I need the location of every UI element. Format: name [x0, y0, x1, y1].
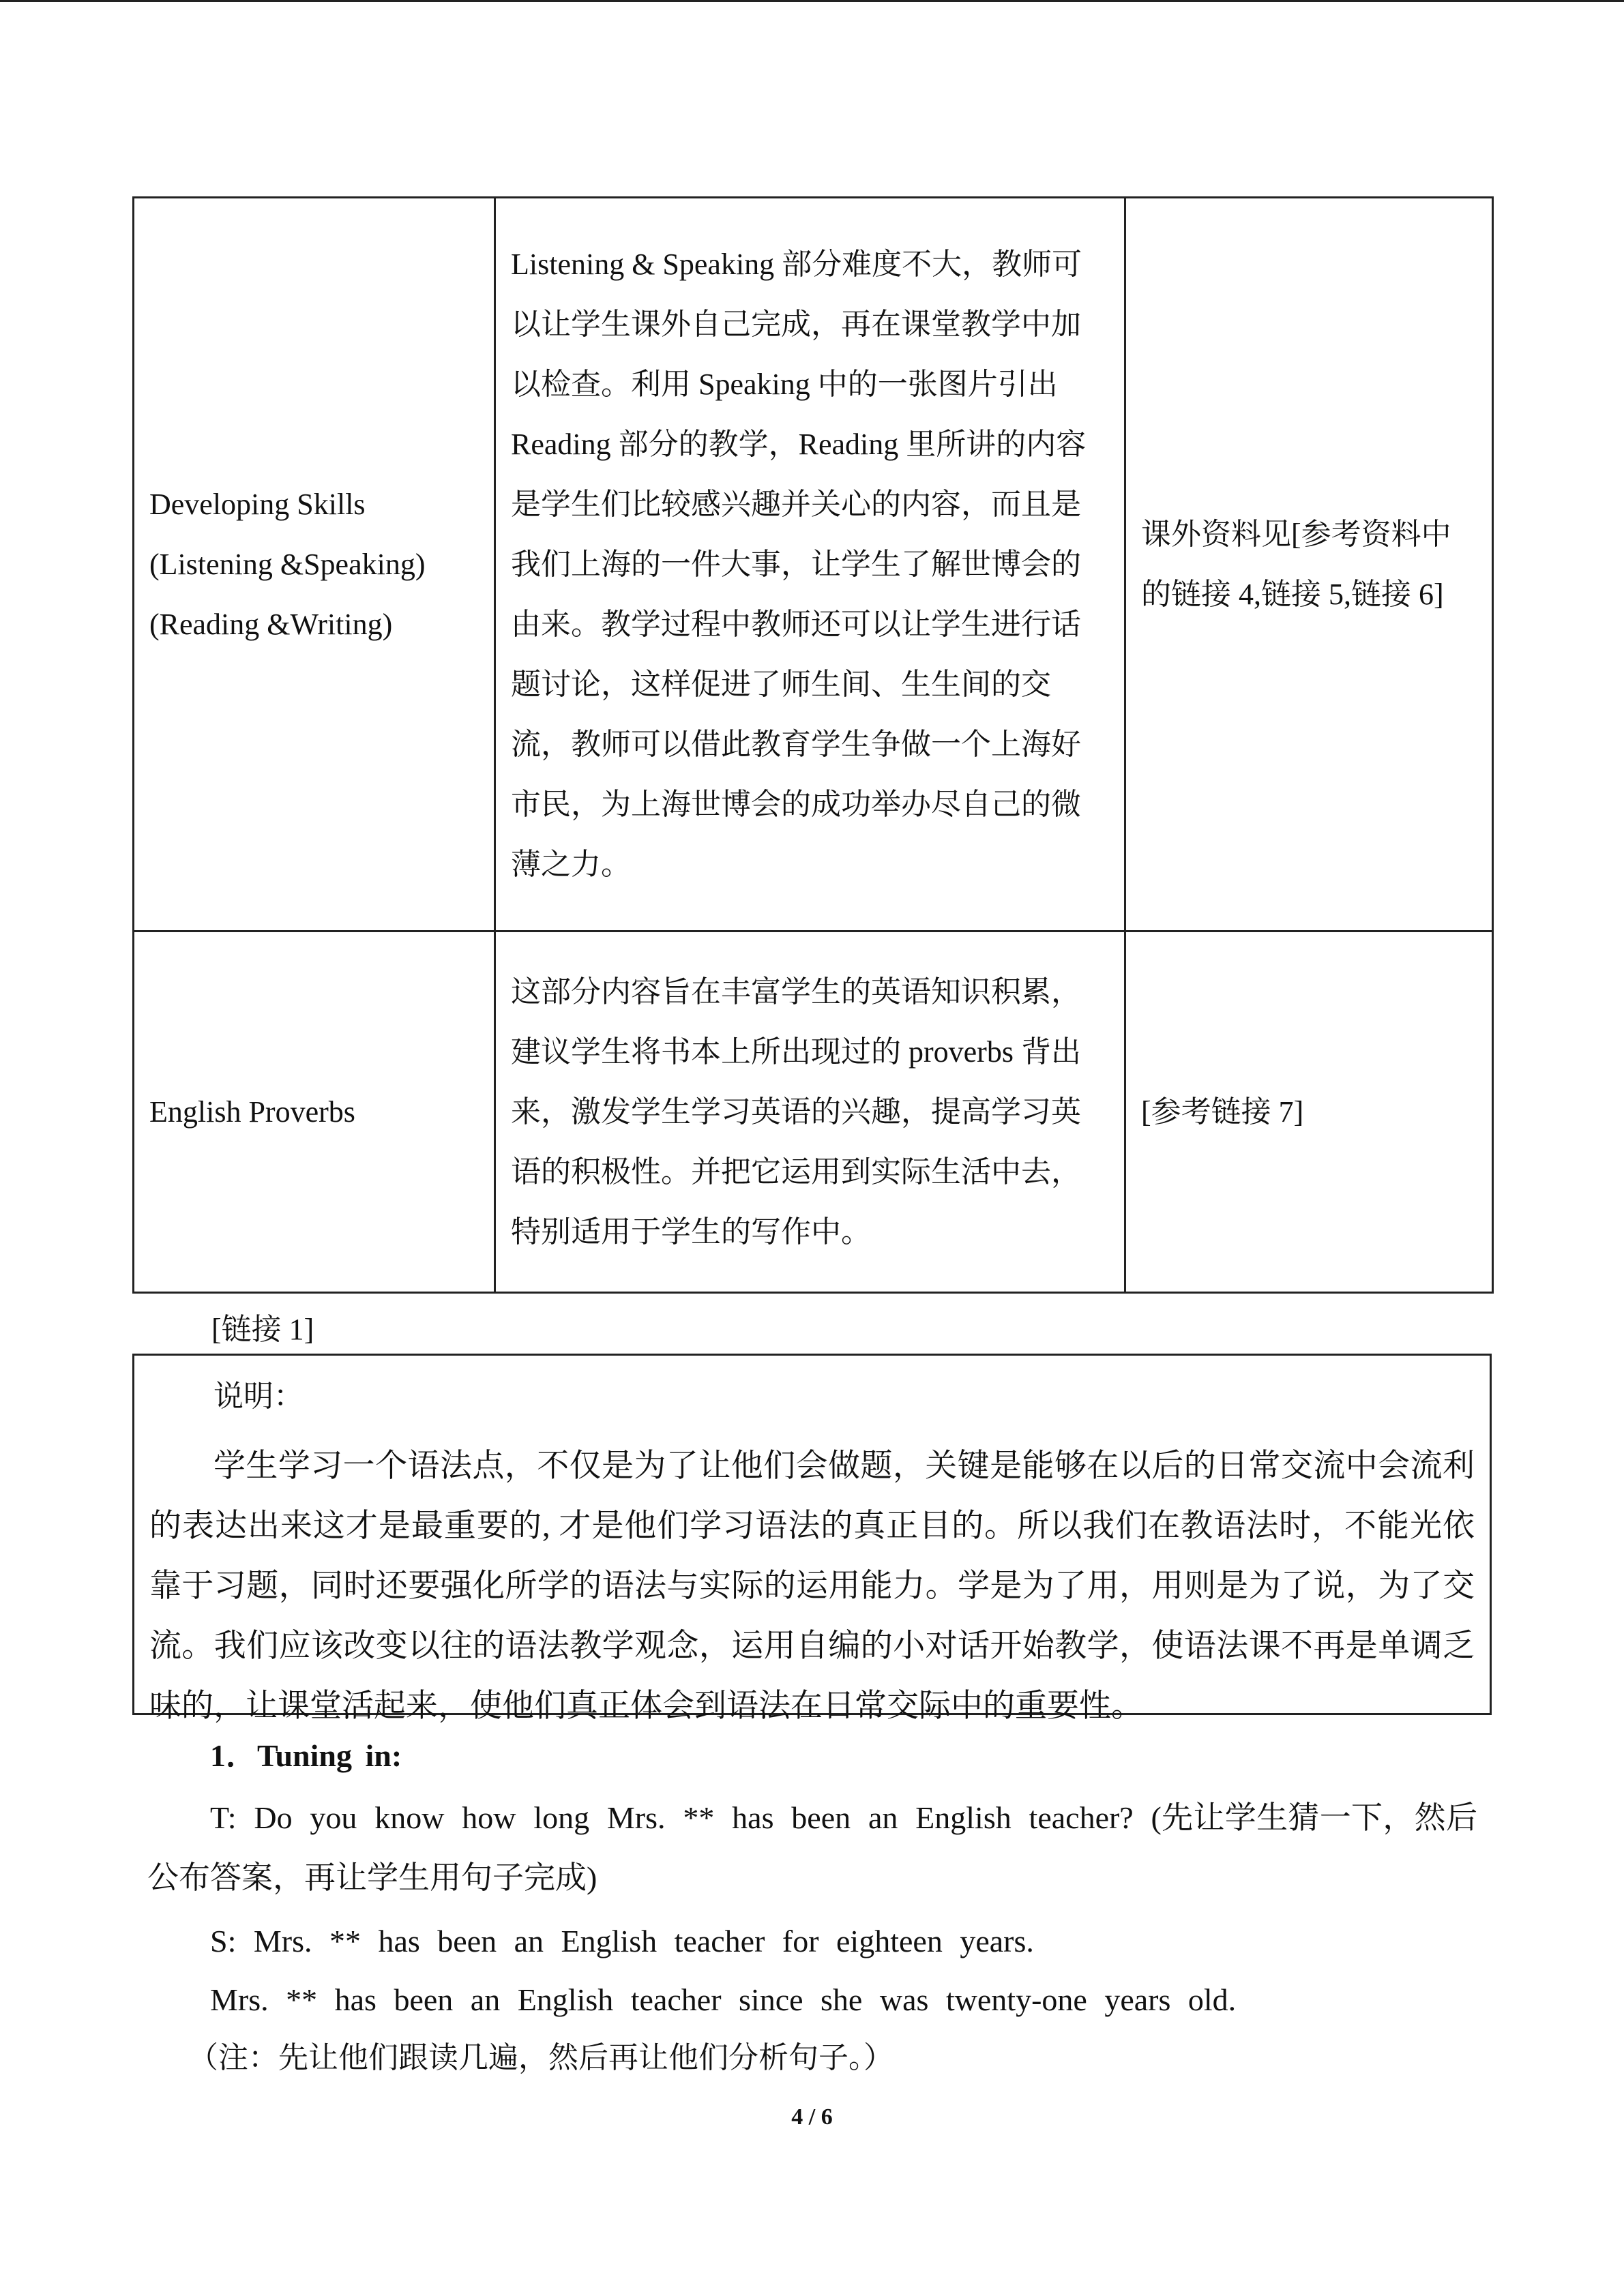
- explanation-title: 说明：: [213, 1380, 304, 1413]
- explanation-body: 学生学习一个语法点，不仅是为了让他们会做题，关键是能够在以后的日常交流中会流利的表达出来这才是最重要的, 才是他们学习语法的真正目的。所以我们在教语法时，不能光依靠于习题，同时还要强化所学的语法与实际的运用能力。学是为了用，用则是为了说，为了交流。我们应该改变以往的语法教学观念，运用自编的小对话开始教学，使语法课不再是单调乏味的，让课堂活起来，使他们真正体会到语法在日常交际中的重要性。: [149, 1448, 1475, 1724]
- table-row: [134, 198, 1493, 931]
- tuning-in-heading: 1．Tuning in:: [210, 1738, 402, 1773]
- section-content: Listening & Speaking 部分难度不大，教师可以让学生课外自己完成，再在课堂教学中加以检查。利用 Speaking 中的一张图片引出 Reading 部分的教学，Reading 里所讲的内容是学生们比较感兴趣并关心的内容，而且是我们上海的一件大事，让学生了解世博会的由来。教学过程中教师还可以让学生进行话题讨论，这样促进了师生间、生生间的交流，教师可以借此教育学生争做一个上海好市民，为上海世博会的成功举办尽自己的微薄之力。: [511, 247, 1087, 881]
- table-cell-content: [495, 931, 1125, 1293]
- student-answer-2: Mrs. ** has been an English teacher since she was twenty-one years old.: [210, 1982, 1237, 2017]
- teacher-question: T: Do you know how long Mrs. ** has been an English teacher? (先让学生猜一下，然后公布答案，再让学生用句子完成): [147, 1800, 1477, 1895]
- table-cell-section: [134, 931, 495, 1293]
- section-label: Developing Skills (Listening &Speaking) (Reading &Writing): [149, 487, 426, 641]
- table-cell-content: [495, 198, 1125, 931]
- section-label: English Proverbs: [149, 1094, 355, 1129]
- section-resource: [参考链接 7]: [1141, 1094, 1304, 1129]
- explanation-box: [132, 1354, 1492, 1724]
- link-label: [链接 1]: [211, 1313, 314, 1346]
- table-cell-resource: [1125, 198, 1493, 931]
- section-resource: 课外资料见[参考资料中的链接 4,链接 5,链接 6]: [1141, 517, 1451, 611]
- student-answer-1: S: Mrs. ** has been an English teacher for eighteen years.: [210, 1924, 1034, 1958]
- lesson-plan-table: [132, 196, 1494, 1294]
- table-row: [134, 931, 1493, 1293]
- page-top-border: [0, 0, 1624, 2]
- section-content: 这部分内容旨在丰富学生的英语知识积累，建议学生将书本上所出现过的 proverbs 背出来，激发学生学习英语的兴趣，提高学习英语的积极性。并把它运用到实际生活中去，特别适用于学生的写作中。: [511, 974, 1081, 1249]
- table-cell-resource: [1125, 931, 1493, 1293]
- page-number: 4 / 6: [791, 2104, 833, 2130]
- teaching-note: （注：先让他们跟读几遍，然后再让他们分析句子。）: [188, 2041, 894, 2074]
- table-cell-section: [134, 198, 495, 931]
